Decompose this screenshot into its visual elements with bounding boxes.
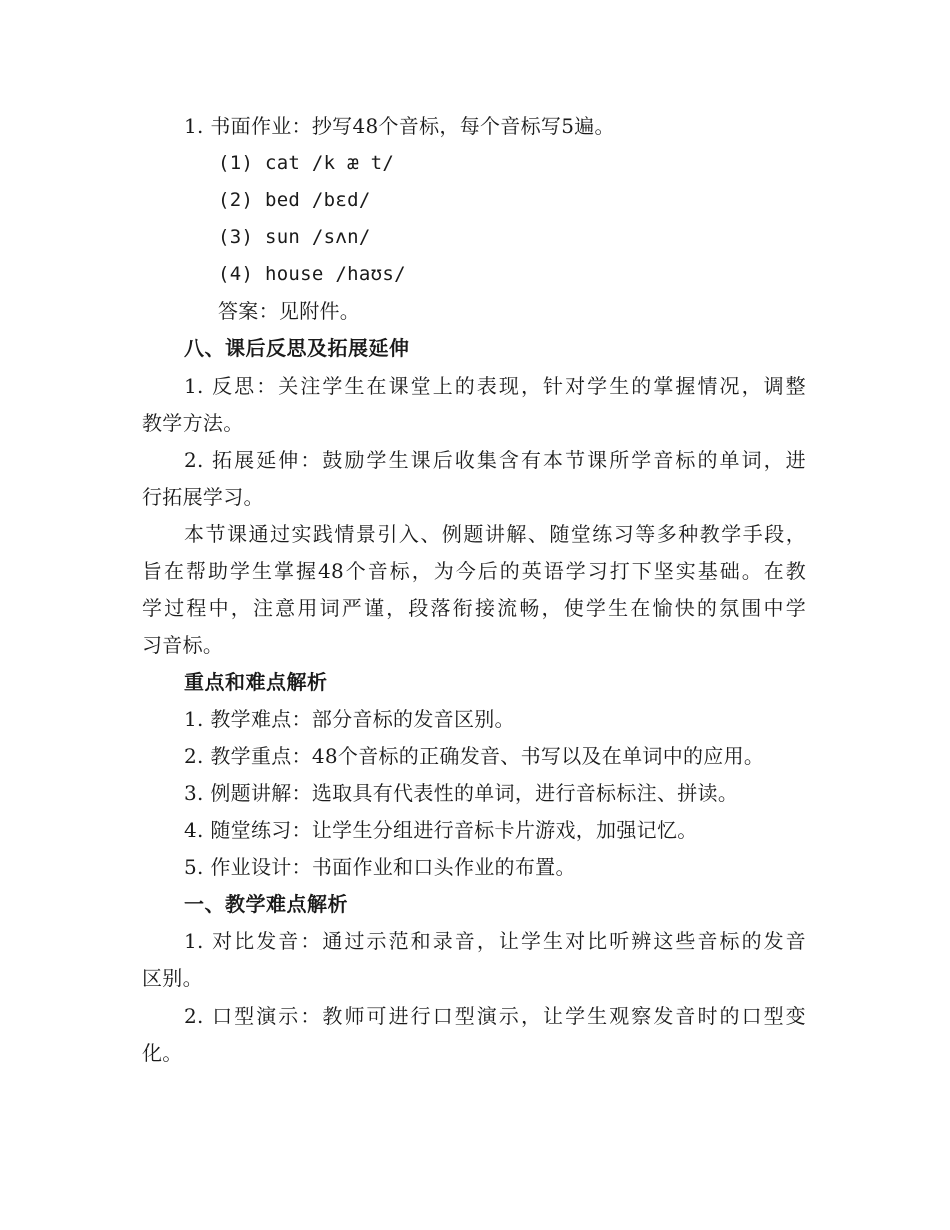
reflection-item-line2: 教学方法。 <box>142 411 244 435</box>
section-heading-difficulty: 一、教学难点解析 <box>184 892 348 916</box>
key-point-item-4: 4. 随堂练习：让学生分组进行音标卡片游戏，加强记忆。 <box>184 818 698 842</box>
difficulty-item-1-line1: 1. 对比发音：通过示范和录音，让学生对比听辨这些音标的发音 <box>184 929 806 953</box>
summary-paragraph-line1: 本节课通过实践情景引入、例题讲解、随堂练习等多种教学手段， <box>184 522 806 546</box>
answer-note: 答案：见附件。 <box>218 299 361 323</box>
section-heading-key-points: 重点和难点解析 <box>184 670 328 694</box>
key-point-item-5: 5. 作业设计：书面作业和口头作业的布置。 <box>184 855 576 879</box>
difficulty-item-1-line2: 区别。 <box>142 966 203 990</box>
homework-written-item: 1. 书面作业：抄写48个音标，每个音标写5遍。 <box>184 114 615 138</box>
example-cat: (1) cat /k æ t/ <box>218 152 395 174</box>
example-bed: (2) bed /bɛd/ <box>218 189 371 211</box>
summary-paragraph-line2: 旨在帮助学生掌握48个音标，为今后的英语学习打下坚实基础。在教 <box>142 559 806 583</box>
summary-paragraph-line3: 学过程中，注意用词严谨，段落衔接流畅，使学生在愉快的氛围中学 <box>142 596 806 620</box>
key-point-item-1: 1. 教学难点：部分音标的发音区别。 <box>184 707 515 731</box>
reflection-item-line1: 1. 反思：关注学生在课堂上的表现，针对学生的掌握情况，调整 <box>184 374 806 398</box>
example-house: (4) house /haʊs/ <box>218 263 406 285</box>
example-sun: (3) sun /sʌn/ <box>218 226 371 248</box>
key-point-item-2: 2. 教学重点：48个音标的正确发音、书写以及在单词中的应用。 <box>184 744 765 768</box>
key-point-item-3: 3. 例题讲解：选取具有代表性的单词，进行音标标注、拼读。 <box>184 781 739 805</box>
extension-item-line1: 2. 拓展延伸：鼓励学生课后收集含有本节课所学音标的单词，进 <box>184 448 806 472</box>
summary-paragraph-line4: 习音标。 <box>142 633 224 657</box>
section-heading-reflection: 八、课后反思及拓展延伸 <box>184 336 410 360</box>
difficulty-item-2-line1: 2. 口型演示：教师可进行口型演示，让学生观察发音时的口型变 <box>184 1004 806 1028</box>
extension-item-line2: 行拓展学习。 <box>142 485 264 509</box>
difficulty-item-2-line2: 化。 <box>142 1041 183 1065</box>
